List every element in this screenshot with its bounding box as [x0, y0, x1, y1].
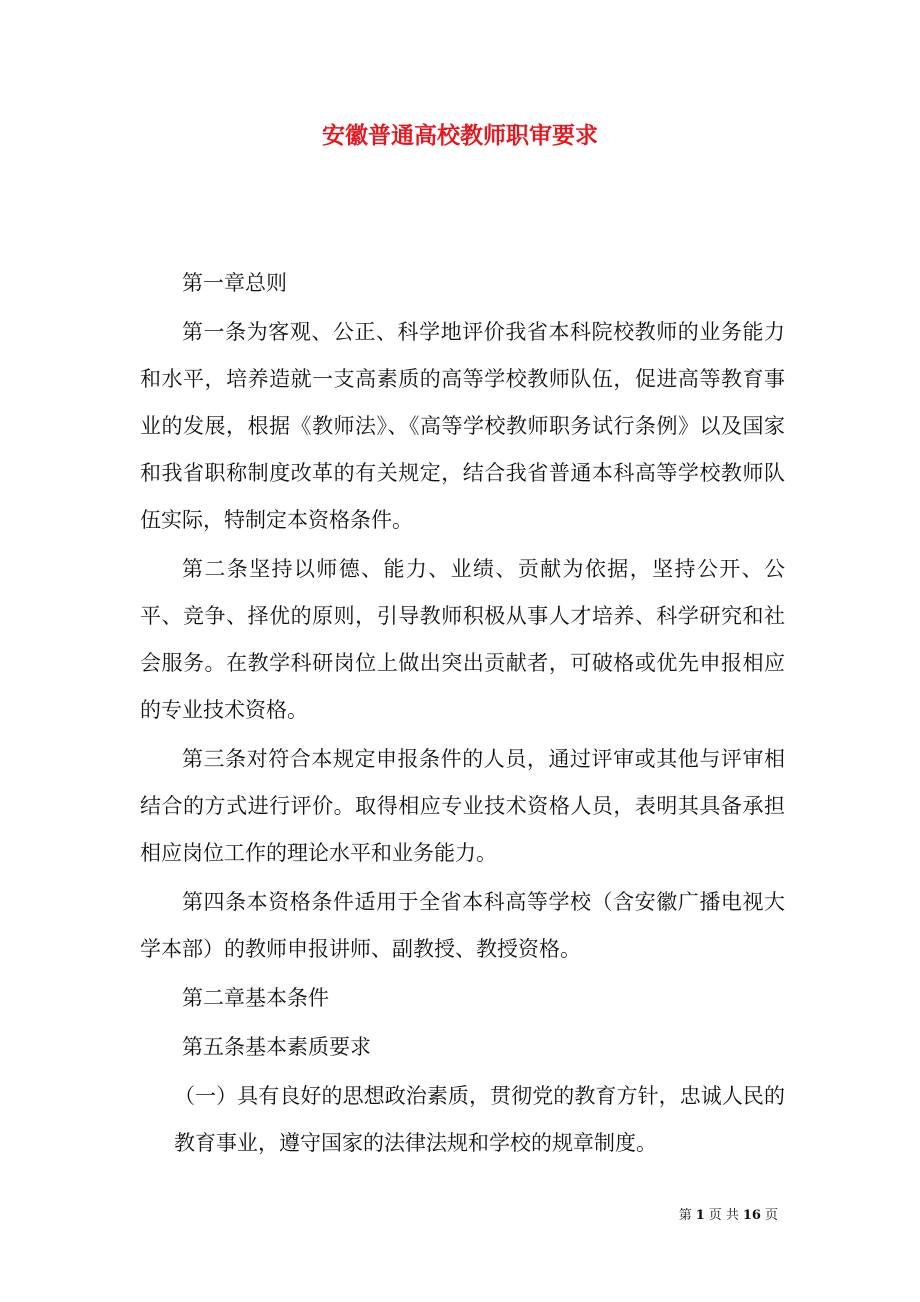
article-2: 第二条坚持以师德、能力、业绩、贡献为依据，坚持公开、公平、竞争、择优的原则，引导教师积极从事人才培养、科学研究和社会服务。在教学科研岗位上做出突出贡献者，可破格或优先申报相应的专业技术资格。	[140, 557, 785, 722]
article-5: 第五条基本素质要求	[182, 1035, 371, 1059]
chapter-heading-2: 第二章基本条件	[182, 986, 329, 1010]
document-title: 安徽普通高校教师职审要求	[322, 122, 598, 149]
page-label-mid: 页 共	[708, 1208, 739, 1223]
chapter-heading-1: 第一章总则	[182, 271, 287, 295]
article-3: 第三条对符合本规定申报条件的人员，通过评审或其他与评审相结合的方式进行评价。取得相应专业技术资格人员，表明其具备承担相应岗位工作的理论水平和业务能力。	[140, 747, 785, 865]
article-5-item-1: （一）具有良好的思想政治素质，贯彻党的教育方针，忠诚人民的教育事业，遵守国家的法律法规和学校的规章制度。	[174, 1084, 785, 1155]
article-4: 第四条本资格条件适用于全省本科高等学校（含安徽广播电视大学本部）的教师申报讲师、副教授、教授资格。	[140, 890, 785, 961]
document-body	[140, 260, 785, 1169]
page-label-suffix: 页	[764, 1208, 778, 1223]
page-label-prefix: 第	[678, 1208, 692, 1223]
page-footer	[677, 1206, 780, 1226]
current-page-number: 1	[695, 1208, 705, 1223]
total-pages-number: 16	[742, 1208, 761, 1223]
article-1: 第一条为客观、公正、科学地评价我省本科院校教师的业务能力和水平，培养造就一支高素质的高等学校教师队伍，促进高等教育事业的发展，根据《教师法》、《高等学校教师职务试行条例》以及国家和我省职称制度改革的有关规定，结合我省普通本科高等学校教师队伍实际，特制定本资格条件。	[140, 320, 785, 532]
